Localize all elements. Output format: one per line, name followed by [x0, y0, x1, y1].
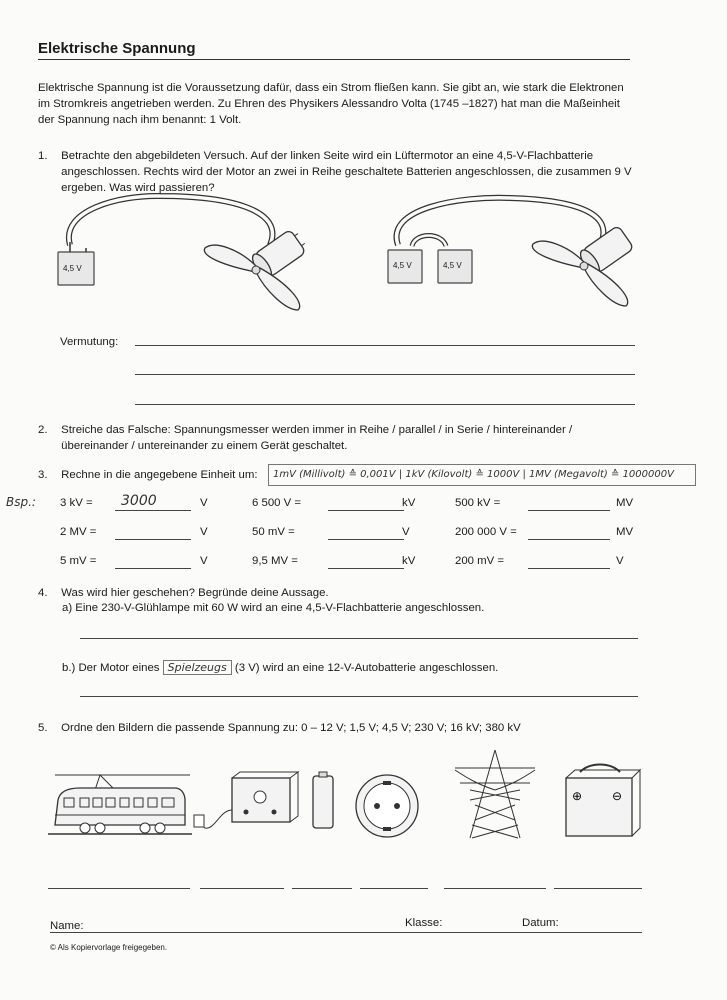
wall-socket-icon	[356, 775, 418, 837]
conversion-unit: MV	[616, 497, 634, 509]
question-4b-prefix: b.) Der Motor eines	[62, 662, 160, 674]
power-supply-icon	[194, 772, 298, 828]
train-icon	[48, 775, 192, 834]
intro-text: Elektrische Spannung ist die Voraussetzung dafür, dass ein Strom fließen kann. Sie gibt an, wie stark die Elektronen im Stromkreis angetrieben werden. Zu Ehren des Physikers Alessandro Volta (1745 –1827) hat man die Maßeinheit der Spannung nach ihm benannt: 1 Volt.	[38, 82, 624, 126]
battery-label-right-2: 4,5 V	[443, 261, 462, 270]
question-number: 3.	[38, 469, 48, 481]
conversion-unit: V	[402, 526, 410, 538]
name-label: Name:	[50, 920, 84, 932]
handwritten-word: Spielzeugs	[163, 660, 232, 675]
date-label: Datum:	[522, 917, 559, 929]
answer-line[interactable]	[48, 888, 190, 889]
handwritten-answer: 3000	[121, 493, 157, 509]
question-4-text: Was wird hier geschehen? Begründe deine Aussage.	[61, 587, 329, 599]
svg-text:⊖: ⊖	[612, 789, 623, 803]
aa-battery-icon	[313, 772, 333, 828]
question-number: 4.	[38, 587, 48, 599]
answer-line[interactable]	[200, 888, 284, 889]
conversion-label: 50 mV =	[252, 526, 295, 538]
conversion-unit: MV	[616, 526, 634, 538]
class-label: Klasse:	[405, 917, 443, 929]
conversion-label: 200 mV =	[455, 555, 505, 567]
question-4a-text: a) Eine 230-V-Glühlampe mit 60 W wird an eine 4,5-V-Flachbatterie angeschlossen.	[62, 602, 485, 614]
question-3-text: Rechne in die angegebene Einheit um:	[61, 469, 258, 481]
vermutung-label: Vermutung:	[60, 336, 119, 348]
conversion-unit: V	[200, 497, 208, 509]
answer-line[interactable]	[292, 888, 352, 889]
conversion-label: 9,5 MV =	[252, 555, 298, 567]
conversion-label: 6 500 V =	[252, 497, 302, 509]
conversion-unit: kV	[402, 555, 416, 567]
question-2-text: Streiche das Falsche: Spannungsmesser werden immer in Reihe / parallel / in Serie / hintereinander / übereinander / untereinander zu einem Gerät geschaltet.	[61, 424, 573, 452]
conversion-label: 5 mV =	[60, 555, 97, 567]
footer-rule[interactable]	[50, 932, 642, 933]
conversion-label: 200 000 V =	[455, 526, 517, 538]
page-title: Elektrische Spannung	[38, 40, 196, 57]
car-battery-icon	[566, 765, 640, 837]
question-number: 5.	[38, 722, 48, 734]
question-1-text: Betrachte den abgebildeten Versuch. Auf der linken Seite wird ein Lüftermotor an eine 4,5-V-Flachbatterie angeschlossen. Rechts wird der Motor an zwei in Reihe geschaltete Batterien angeschlossen, die zusammen 9 V ergeben. Was wird passieren?	[61, 150, 632, 194]
unit-conversion-hint: 1mV (Millivolt) ≙ 0,001V | 1kV (Kilovolt) ≙ 1000V | 1MV (Megavolt) ≙ 1000000V	[268, 464, 696, 486]
power-pylon-icon	[455, 750, 535, 838]
battery-label-left: 4,5 V	[63, 264, 82, 273]
copyright-notice: © Als Kopiervorlage freigegeben.	[50, 943, 168, 952]
conversion-label: 2 MV =	[60, 526, 97, 538]
svg-text:⊕: ⊕	[572, 789, 583, 803]
conversion-unit: V	[200, 526, 208, 538]
conversion-label: 3 kV =	[60, 497, 93, 509]
question-number: 1.	[38, 150, 48, 162]
conversion-label: 500 kV =	[455, 497, 501, 509]
answer-line[interactable]	[444, 888, 546, 889]
conversion-unit: V	[200, 555, 208, 567]
conversion-unit: V	[616, 555, 624, 567]
question-number: 2.	[38, 424, 48, 436]
answer-line[interactable]	[360, 888, 428, 889]
example-mark: Bsp.:	[6, 495, 36, 509]
answer-line[interactable]	[554, 888, 642, 889]
battery-label-right-1: 4,5 V	[393, 261, 412, 270]
question-5-text: Ordne den Bildern die passende Spannung zu: 0 – 12 V; 1,5 V; 4,5 V; 230 V; 16 kV; 380 kV	[61, 722, 521, 734]
conversion-unit: kV	[402, 497, 416, 509]
question-4b-suffix: (3 V) wird an eine 12-V-Autobatterie angeschlossen.	[234, 662, 499, 674]
